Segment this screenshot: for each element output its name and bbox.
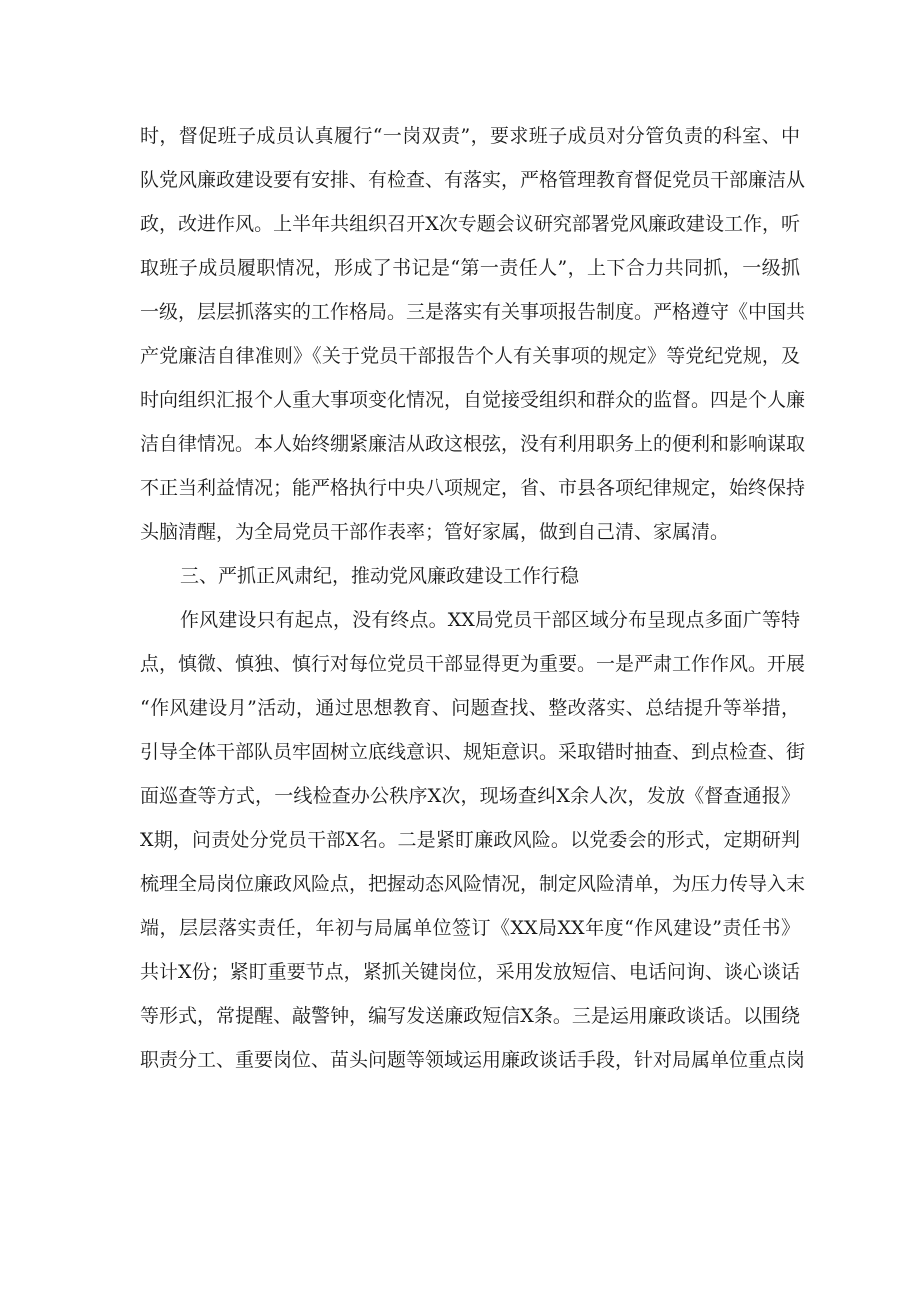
paragraph-line: 面巡查等方式，一线检查办公秩序X次，现场查纠X余人次，发放《督查通报》 xyxy=(140,785,800,807)
paragraph-line: 时向组织汇报个人重大事项变化情况，自觉接受组织和群众的监督。四是个人廉 xyxy=(140,389,806,411)
paragraph-line: 头脑清醒，为全局党员干部作表率；管好家属，做到自己清、家属清。 xyxy=(140,521,730,543)
paragraph-line: 取班子成员履职情况，形成了书记是“第一责任人”，上下合力共同抓，一级抓 xyxy=(140,257,800,279)
paragraph-line: 产党廉洁自律准则》《关于党员干部报告个人有关事项的规定》等党纪党规，及 xyxy=(140,345,800,367)
paragraph-line: 引导全体干部队员牢固树立底线意识、规矩意识。采取错时抽查、到点检查、街 xyxy=(140,741,806,763)
paragraph-line: 时，督促班子成员认真履行“一岗双责”，要求班子成员对分管负责的科室、中 xyxy=(140,125,800,147)
section-heading: 三、严抓正风肃纪，推动党风廉政建设工作行稳 xyxy=(180,565,580,587)
paragraph-line: 梳理全局岗位廉政风险点，把握动态风险情况，制定风险清单，为压力传导入末 xyxy=(140,873,806,895)
paragraph-line: 政，改进作风。上半年共组织召开X次专题会议研究部署党风廉政建设工作，听 xyxy=(140,213,800,235)
paragraph-line: 等形式，常提醒、敲警钟，编写发送廉政短信X条。三是运用廉政谈话。以围绕 xyxy=(140,1005,800,1027)
paragraph-line: “作风建设月”活动，通过思想教育、问题查找、整改落实、总结提升等举措， xyxy=(140,697,800,719)
paragraph-line: 点，慎微、慎独、慎行对每位党员干部显得更为重要。一是严肃工作作风。开展 xyxy=(140,653,806,675)
paragraph-line: 共计X份；紧盯重要节点，紧抓关键岗位，采用发放短信、电话问询、谈心谈话 xyxy=(140,961,800,983)
paragraph-line: 洁自律情况。本人始终绷紧廉洁从政这根弦，没有利用职务上的便利和影响谋取 xyxy=(140,433,806,455)
paragraph-line: 作风建设只有起点，没有终点。XX局党员干部区域分布呈现点多面广等特 xyxy=(180,609,800,631)
paragraph-line: 端，层层落实责任，年初与局属单位签订《XX局XX年度“作风建设”责任书》 xyxy=(140,917,800,939)
paragraph-line: X期，问责处分党员干部X名。二是紧盯廉政风险。以党委会的形式，定期研判 xyxy=(140,829,800,851)
paragraph-line: 不正当利益情况；能严格执行中央八项规定，省、市县各项纪律规定，始终保持 xyxy=(140,477,806,499)
paragraph-line: 职责分工、重要岗位、苗头问题等领域运用廉政谈话手段，针对局属单位重点岗 xyxy=(140,1049,806,1071)
paragraph-line: 一级，层层抓落实的工作格局。三是落实有关事项报告制度。严格遵守《中国共 xyxy=(140,301,806,323)
paragraph-line: 队党风廉政建设要有安排、有检查、有落实，严格管理教育督促党员干部廉洁从 xyxy=(140,169,806,191)
